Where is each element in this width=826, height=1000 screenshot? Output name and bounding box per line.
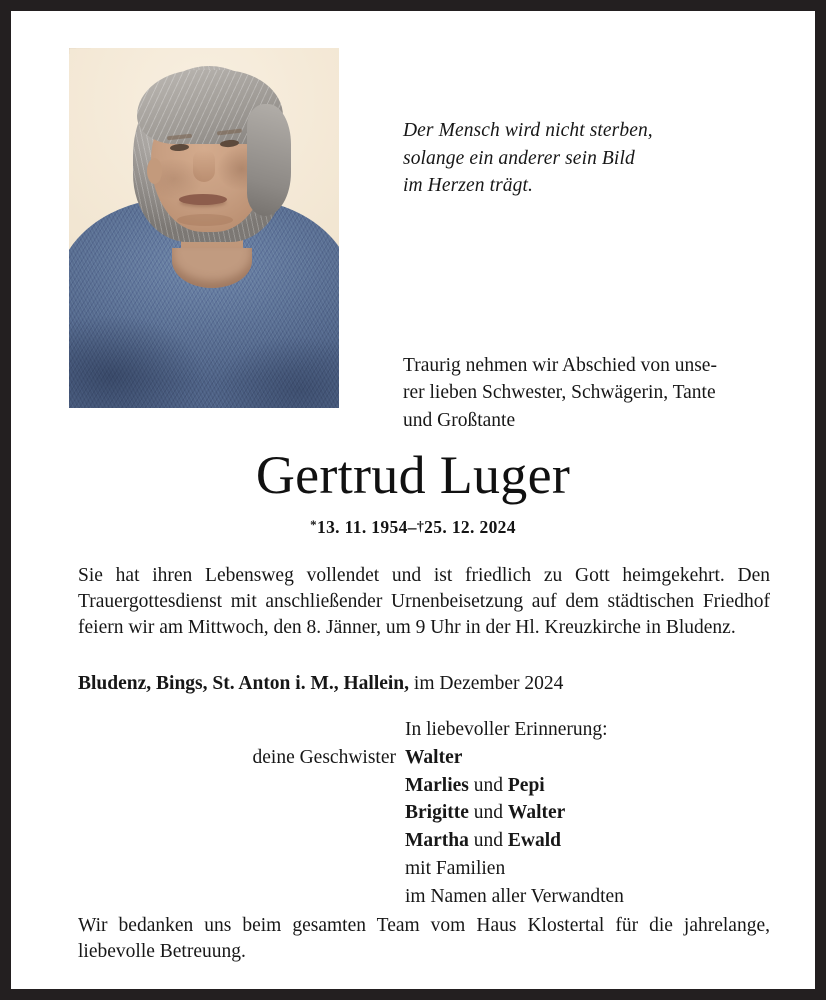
places-and-date-line xyxy=(78,671,778,696)
quote-line-2: solange ein anderer sein Bild xyxy=(403,147,635,169)
death-dagger-icon: † xyxy=(416,519,425,535)
mourner-names xyxy=(405,827,778,855)
mourner-names xyxy=(405,744,778,772)
photo-nose xyxy=(193,150,215,182)
life-dates xyxy=(11,517,815,538)
mourner-name: Pepi xyxy=(507,774,545,796)
mourner-relatives-row xyxy=(78,883,778,911)
mourner-names xyxy=(405,799,778,827)
deceased-name: Gertrud Luger xyxy=(255,445,571,505)
mourners-relatives: im Namen aller Verwandten xyxy=(405,885,624,907)
mourner-name: Martha xyxy=(405,830,469,852)
death-date: 25. 12. 2024 xyxy=(424,517,516,538)
date-separator: – xyxy=(407,517,417,538)
mourners-heading-row xyxy=(78,716,778,744)
top-area xyxy=(11,11,815,431)
farewell-line-2: rer lieben Schwester, Schwägerin, Tante xyxy=(403,382,716,404)
photo-ear xyxy=(147,158,162,184)
photo-mouth xyxy=(179,194,227,205)
mourner-conjunction: und xyxy=(468,830,508,852)
mourner-name: Walter xyxy=(405,746,463,768)
farewell-line-3: und Großtante xyxy=(403,409,516,431)
mourner-row xyxy=(78,744,778,772)
birth-star-icon: * xyxy=(310,517,317,532)
mourner-conjunction: und xyxy=(468,802,508,824)
birth-date: 13. 11. 1954 xyxy=(316,517,408,538)
service-details-paragraph: Sie hat ihren Lebensweg vollendet und ist friedlich zu Gott heimgekehrt. Den Trauergottesdienst mit anschließender Urnenbeisetzung auf dem städtischen Friedhof feiern wir am Mittwoch, den 8. Jänner, um 9 Uhr in der Hl. Kreuzkirche in Bludenz. xyxy=(78,565,770,639)
places-list: Bludenz, Bings, St. Anton i. M., Hallein, xyxy=(78,673,410,694)
photo-background xyxy=(69,48,339,408)
quote-line-1: Der Mensch wird nicht sterben, xyxy=(403,120,653,141)
farewell-intro xyxy=(403,352,779,434)
photo-hair-lock xyxy=(247,104,291,216)
mourner-row xyxy=(78,827,778,855)
mourners-families: mit Familien xyxy=(405,857,506,879)
notice-inner xyxy=(11,11,815,989)
mourner-name: Walter xyxy=(507,802,566,824)
thanks-paragraph: Wir bedanken uns beim gesamten Team vom Haus Klostertal für die jahrelange, liebevolle Betreuung. xyxy=(78,915,770,963)
photo-chin-shadow xyxy=(177,214,233,226)
mourner-row xyxy=(78,772,778,800)
farewell-line-1: Traurig nehmen wir Abschied von unse- xyxy=(403,355,717,376)
mourners-block xyxy=(78,716,778,910)
mourner-name: Brigitte xyxy=(405,802,469,824)
photo-collar xyxy=(172,248,252,288)
mourners-heading: In liebevoller Erinnerung: xyxy=(405,719,608,740)
portrait-photo xyxy=(69,48,339,408)
mourners-relation-label: deine Geschwister xyxy=(252,746,396,768)
mourner-conjunction: und xyxy=(468,774,508,796)
notice-month: im Dezember 2024 xyxy=(413,673,564,694)
quote-line-3: im Herzen trägt. xyxy=(403,175,533,197)
mourner-families-row xyxy=(78,855,778,883)
mourner-names xyxy=(405,772,778,800)
mourner-name: Ewald xyxy=(507,830,562,852)
mourner-row xyxy=(78,799,778,827)
mourner-name: Marlies xyxy=(405,774,469,796)
memorial-quote xyxy=(403,117,703,200)
